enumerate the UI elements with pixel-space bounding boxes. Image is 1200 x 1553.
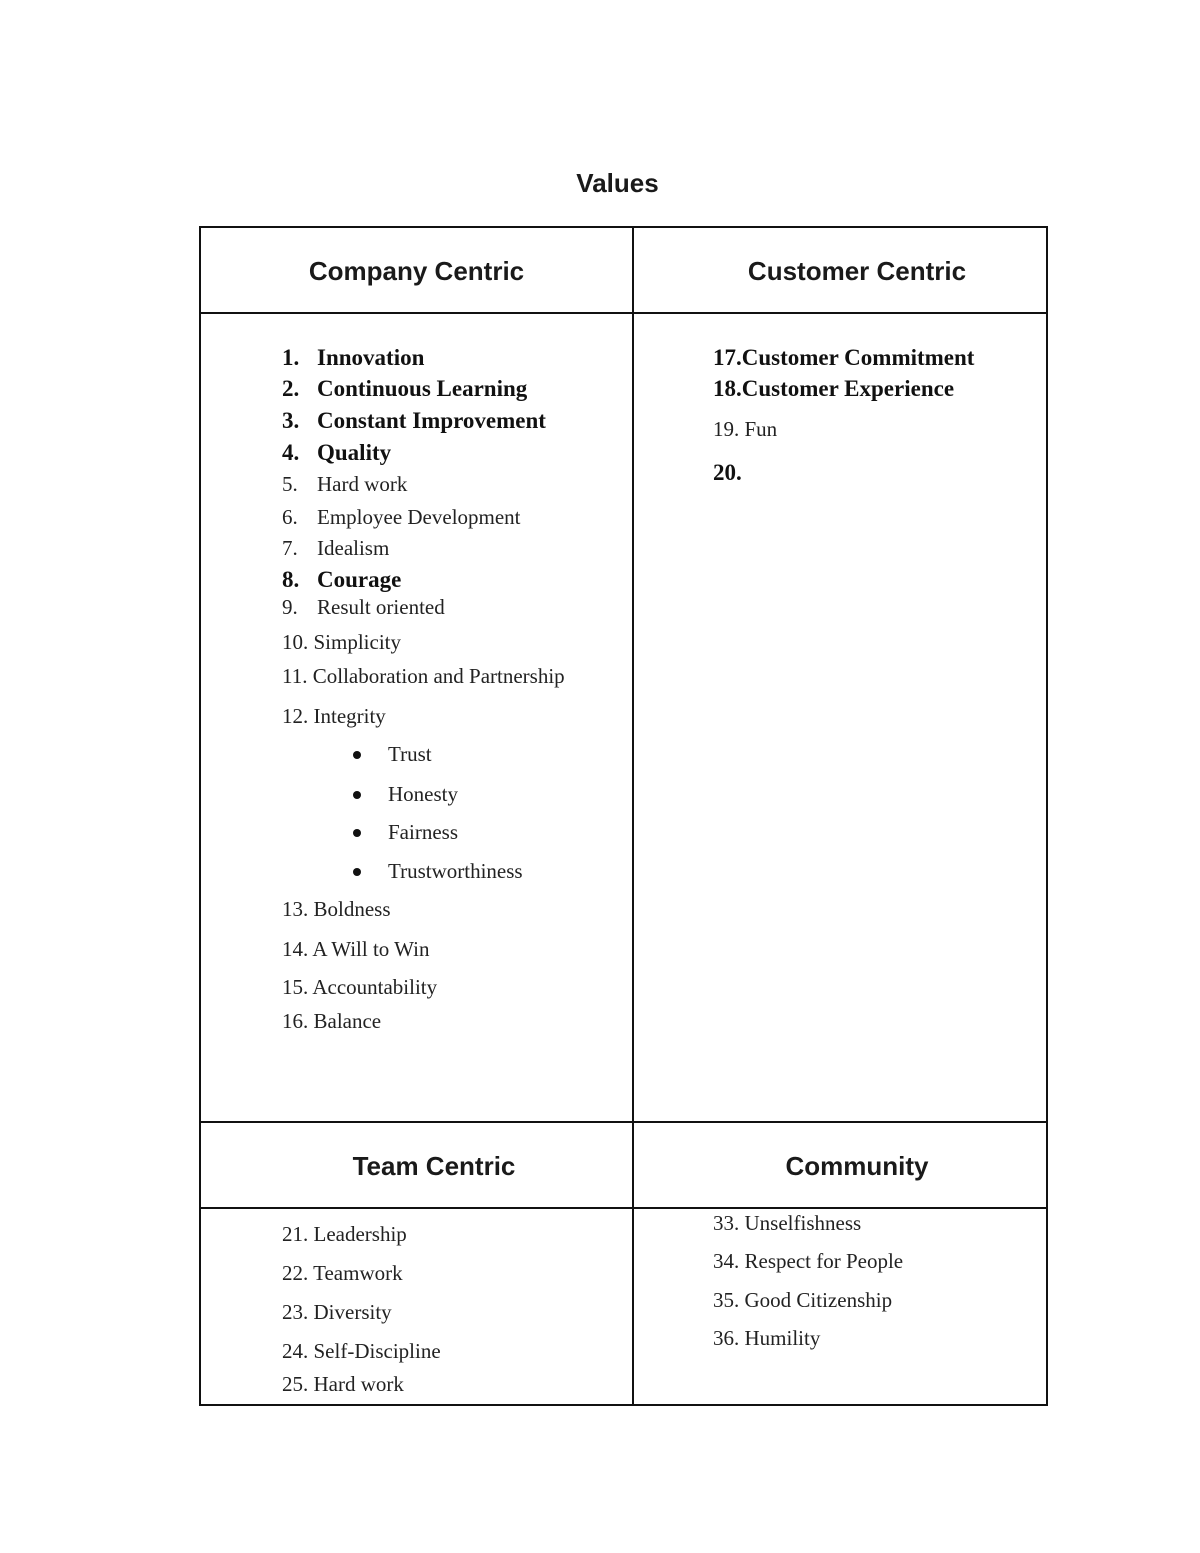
list-subitem: Honesty [388, 782, 458, 806]
bullet-icon [353, 829, 361, 837]
list-item: 34. Respect for People [713, 1249, 904, 1273]
list-item: 7. Idealism [282, 536, 390, 560]
list-subitem: Trustworthiness [388, 859, 523, 883]
list-item: 33. Unselfishness [713, 1211, 862, 1235]
list-item: 18.Customer Experience [713, 376, 955, 401]
bullet-icon [353, 868, 361, 876]
list-item: 3. Constant Improvement [282, 408, 546, 433]
customer-centric-header: Customer Centric [747, 256, 967, 286]
list-subitem: Trust [388, 742, 432, 766]
list-item: 21. Leadership [282, 1222, 407, 1246]
list-item: 2. Continuous Learning [282, 376, 528, 401]
list-item: 20. [713, 460, 742, 485]
table-border-bottom [199, 1404, 1048, 1406]
page-title: Values [576, 168, 659, 198]
list-item: 4. Quality [282, 440, 392, 465]
list-item: 12. Integrity [282, 704, 386, 728]
list-item: 1. Innovation [282, 345, 425, 370]
list-item: 19. Fun [713, 417, 778, 441]
list-subitem: Fairness [388, 820, 458, 844]
list-item: 24. Self-Discipline [282, 1339, 441, 1363]
list-item: 15. Accountability [282, 975, 438, 999]
list-item: 10. Simplicity [282, 630, 402, 654]
company-centric-header: Company Centric [308, 256, 525, 286]
team-centric-header: Team Centric [352, 1151, 516, 1181]
table-divider [199, 1121, 1048, 1123]
table-border-right [1046, 226, 1048, 1406]
list-item: 14. A Will to Win [282, 937, 430, 961]
table-border-top [199, 226, 1048, 228]
table-column-divider [632, 226, 634, 1406]
table-divider [199, 1207, 1048, 1209]
list-item: 35. Good Citizenship [713, 1288, 893, 1312]
table-border-left [199, 226, 201, 1406]
list-item: 23. Diversity [282, 1300, 392, 1324]
list-item: 16. Balance [282, 1009, 382, 1033]
list-item: 17.Customer Commitment [713, 345, 975, 370]
list-item: 8. Courage [282, 567, 402, 592]
bullet-icon [353, 751, 361, 759]
list-item: 9. Result oriented [282, 595, 445, 619]
list-item: 13. Boldness [282, 897, 391, 921]
list-item: 5. Hard work [282, 472, 408, 496]
list-item: 25. Hard work [282, 1372, 404, 1396]
list-item: 6. Employee Development [282, 505, 521, 529]
table-divider [199, 312, 1048, 314]
list-item: 36. Humility [713, 1326, 821, 1350]
list-item: 11. Collaboration and Partnership [282, 664, 565, 688]
list-item: 22. Teamwork [282, 1261, 403, 1285]
community-header: Community [785, 1151, 929, 1181]
bullet-icon [353, 791, 361, 799]
